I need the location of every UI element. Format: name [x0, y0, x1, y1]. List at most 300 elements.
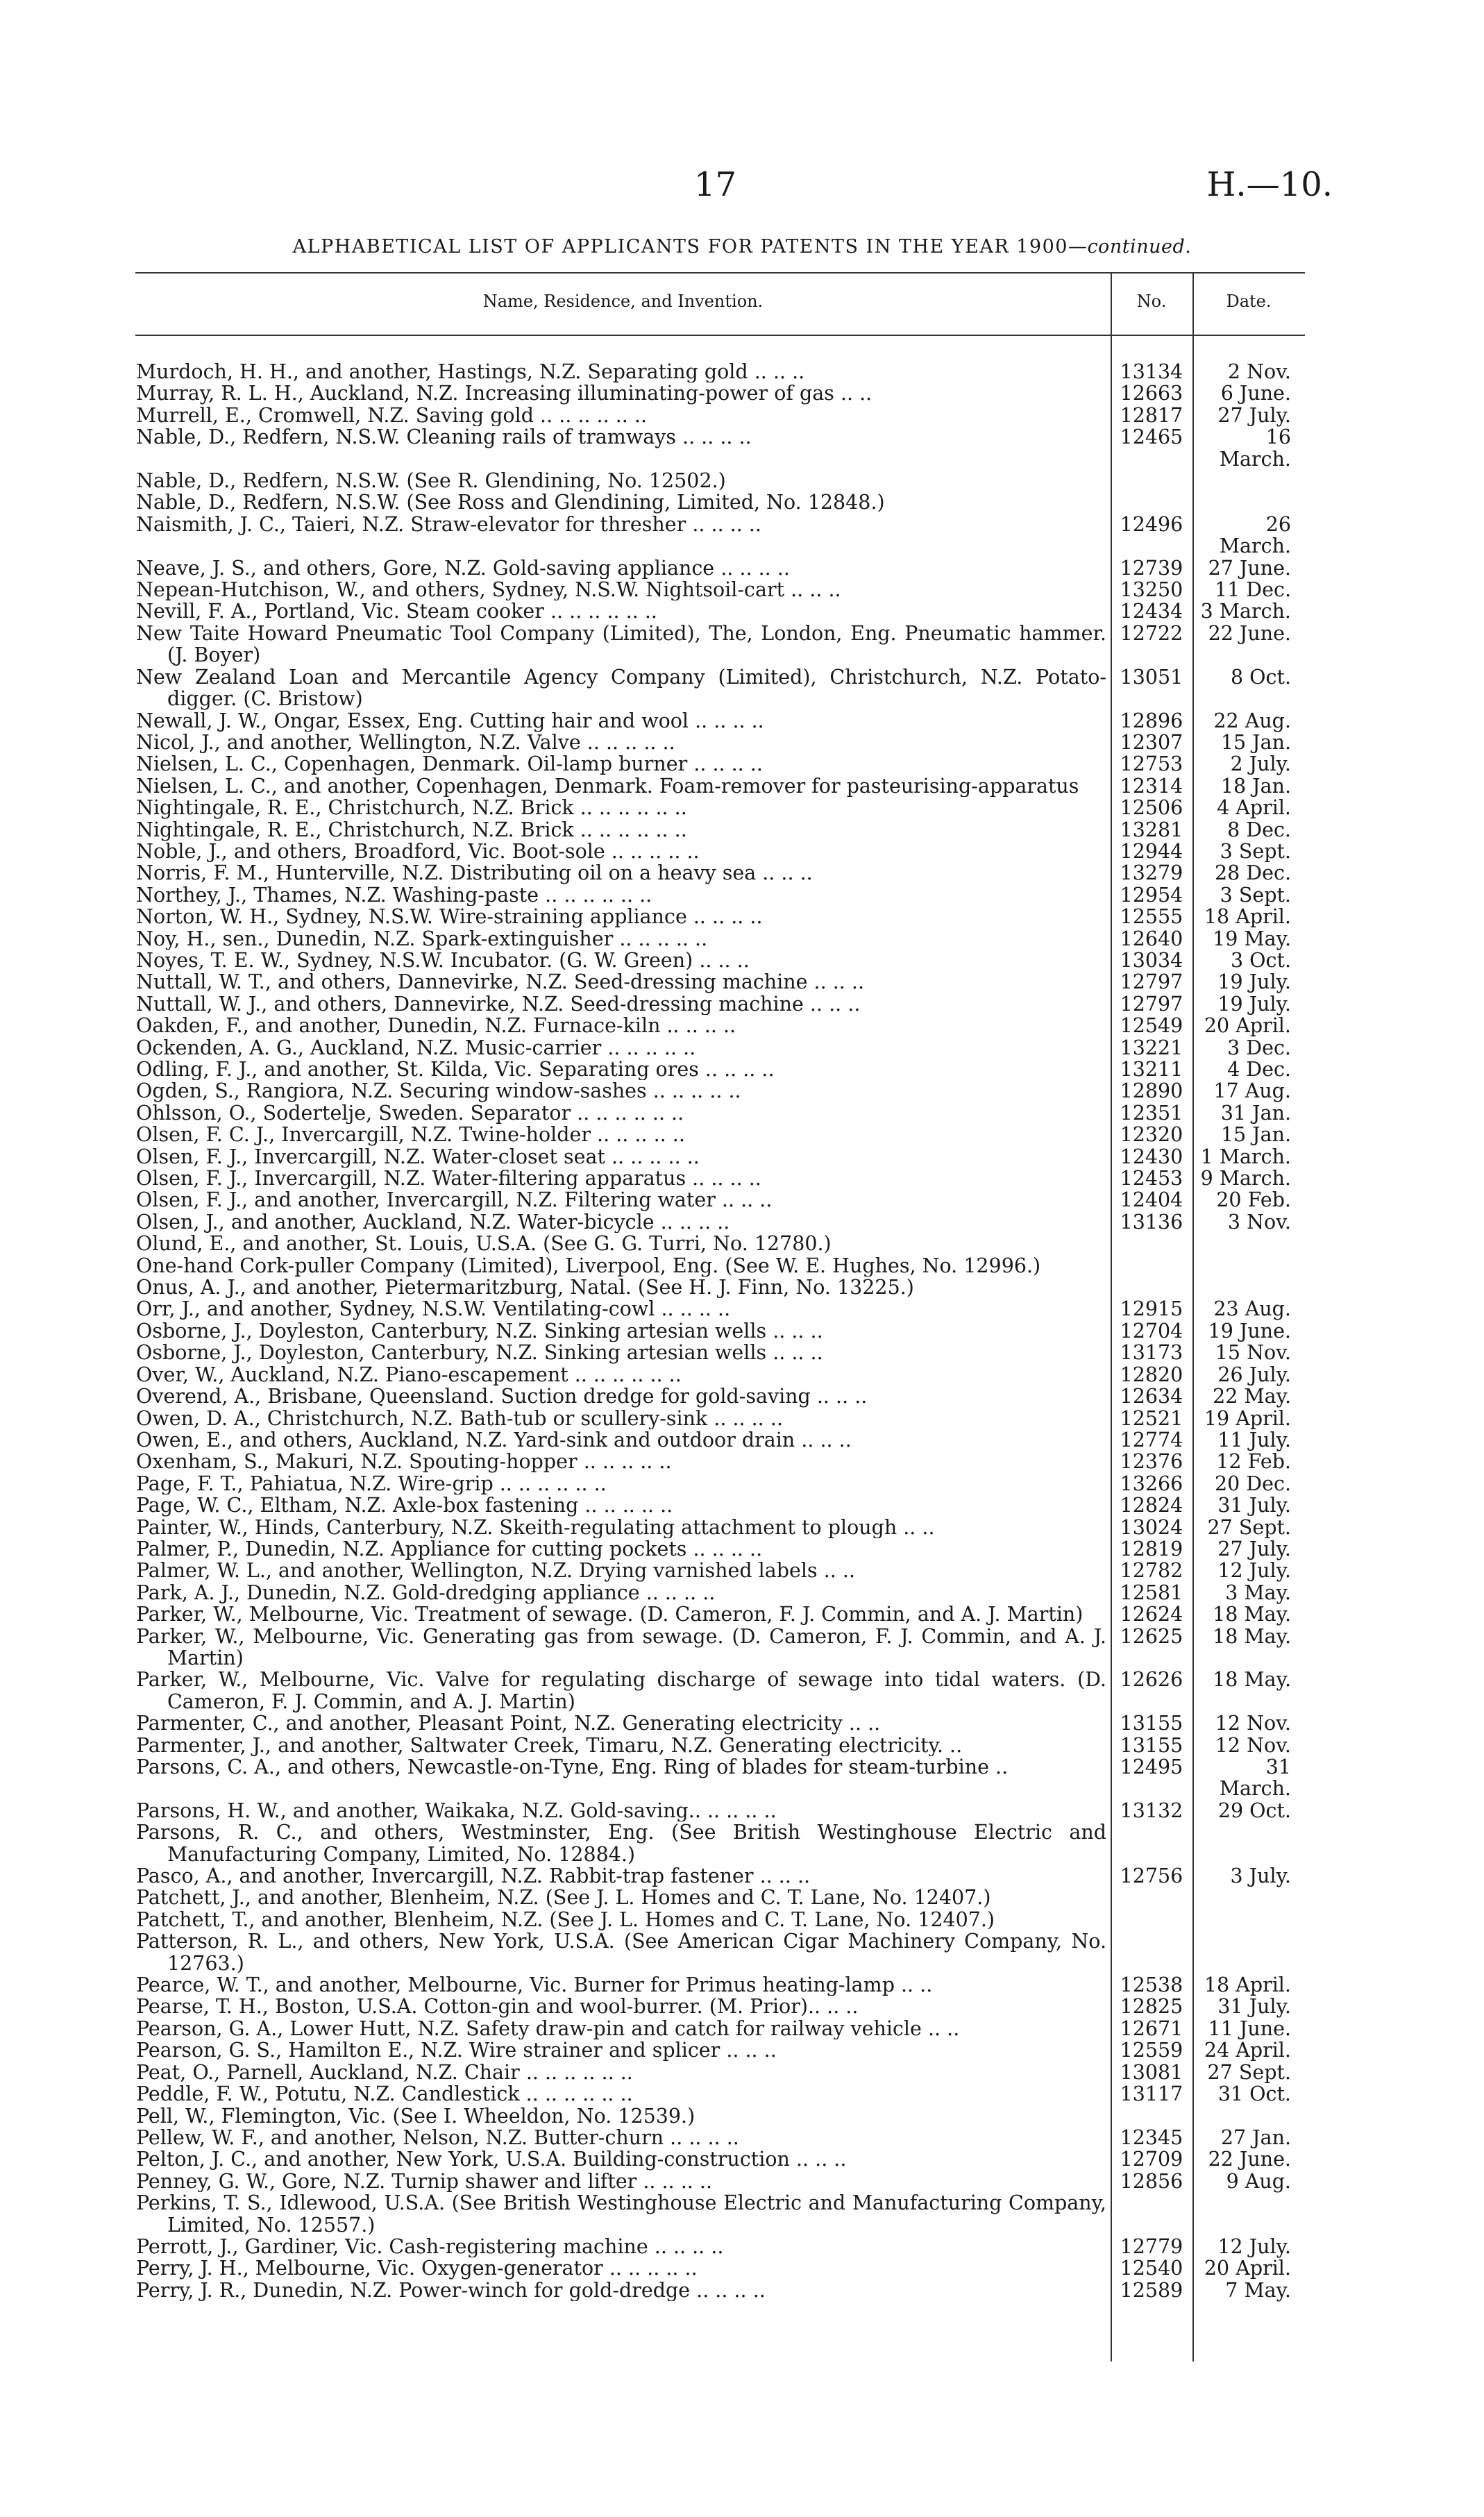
patent-number: 13279	[1120, 861, 1183, 885]
table-row	[135, 1865, 1305, 1887]
application-date: 18 May.	[1213, 1668, 1291, 1692]
application-date: 26 March.	[1219, 512, 1291, 558]
applicant-entry: Perkins, T. S., Idlewood, U.S.A. (See British Westinghouse Electric and Manufacturing Company, Limited, No. 12557.)	[136, 2192, 1106, 2236]
applicant-entry: New Taite Howard Pneumatic Tool Company (Limited), The, London, Eng. Pneumatic hammer. (J. Boyer)	[136, 622, 1106, 666]
patent-number: 12376	[1120, 1450, 1183, 1474]
patent-number: 12756	[1120, 1864, 1183, 1888]
patent-number: 12351	[1120, 1101, 1183, 1125]
applicant-entry: Olsen, F. J., Invercargill, N.Z. Water-closet seat .. .. .. .. ..	[136, 1145, 700, 1168]
application-date	[1192, 1233, 1305, 1254]
table-row	[135, 884, 1305, 906]
patent-number: 12430	[1120, 1145, 1183, 1168]
patent-number	[1111, 1821, 1192, 1865]
applicant-entry: Noyes, T. E. W., Sydney, N.S.W. Incubator. (G. W. Green) .. .. ..	[136, 949, 750, 972]
applicant-entry: Oakden, F., and another, Dunedin, N.Z. Furnace-kiln .. .. .. ..	[136, 1015, 736, 1037]
page-number: 17	[694, 165, 737, 204]
application-date: 2 July.	[1230, 752, 1291, 776]
applicant-entry: Murrell, E., Cromwell, N.Z. Saving gold .. .. .. .. .. ..	[136, 404, 648, 427]
applicant-entry: Penney, G. W., Gore, N.Z. Turnip shawer and lifter .. .. .. ..	[136, 2170, 713, 2193]
application-date	[1192, 1887, 1305, 1908]
applicant-entry: Orr, J., and another, Sydney, N.S.W. Ventilating-cowl .. .. .. ..	[136, 1298, 731, 1320]
applicant-entry: Murdoch, H. H., and another, Hastings, N.Z. Separating gold .. .. ..	[136, 361, 805, 383]
application-date	[1192, 2105, 1305, 2127]
applicant-entry: Parsons, R. C., and others, Westminster, Eng. (See British Westinghouse Electric and Manufacturing Company, Limited, No. 12884.)	[136, 1821, 1106, 1866]
applicant-entry: Naismith, J. C., Taieri, N.Z. Straw-elevator for thresher .. .. .. ..	[136, 513, 761, 536]
table-row	[135, 797, 1305, 818]
table-row	[135, 2236, 1305, 2257]
patent-number: 12890	[1120, 1079, 1183, 1103]
table-row	[135, 950, 1305, 971]
patent-number: 13024	[1120, 1515, 1183, 1539]
table-row	[135, 1996, 1305, 2017]
application-date: 26 July.	[1217, 1363, 1291, 1386]
patent-number: 12626	[1120, 1668, 1183, 1692]
applicant-entry: Perry, J. R., Dunedin, N.Z. Power-winch for gold-dredge .. .. .. ..	[136, 2279, 766, 2302]
applicant-entry: Olsen, F. C. J., Invercargill, N.Z. Twine-holder .. .. .. .. ..	[136, 1124, 685, 1146]
application-date: 15 Jan.	[1220, 1123, 1291, 1147]
application-date: 19 May.	[1213, 927, 1291, 950]
patent-number: 13132	[1120, 1799, 1183, 1822]
applicant-entry: Pearce, W. T., and another, Melbourne, Vic. Burner for Primus heating-lamp .. ..	[136, 1974, 933, 1996]
table-row	[135, 623, 1305, 666]
table-row	[135, 906, 1305, 927]
table-row	[135, 470, 1305, 491]
patent-number: 12496	[1120, 512, 1183, 536]
applicant-entry: Peat, O., Parnell, Auckland, N.Z. Chair .. .. .. .. .. ..	[136, 2061, 633, 2084]
table-row	[135, 1342, 1305, 1363]
application-date: 18 May.	[1213, 1624, 1291, 1648]
applicant-entry: Nuttall, W. T., and others, Dannevirke, N.Z. Seed-dressing machine .. .. ..	[136, 971, 865, 993]
table-row	[135, 928, 1305, 950]
patent-number: 12663	[1120, 382, 1183, 405]
patent-number: 12634	[1120, 1385, 1183, 1408]
table-row	[135, 361, 1305, 382]
applicant-entry: Oxenham, S., Makuri, N.Z. Spouting-hopper .. .. .. .. ..	[136, 1451, 672, 1473]
patent-number: 12739	[1120, 556, 1183, 580]
application-date: 3 Oct.	[1230, 948, 1291, 972]
table-row	[135, 2105, 1305, 2127]
applicant-entry: Olsen, F. J., and another, Invercargill, N.Z. Filtering water .. .. ..	[136, 1189, 773, 1211]
patent-number: 12709	[1120, 2148, 1183, 2171]
table-row	[135, 491, 1305, 513]
table-row	[135, 1974, 1305, 1996]
patent-number: 12825	[1120, 1995, 1183, 2019]
application-date: 20 Dec.	[1214, 1472, 1291, 1495]
patent-number: 12345	[1120, 2125, 1183, 2149]
patent-number: 13134	[1120, 360, 1183, 383]
applicant-entry: New Zealand Loan and Mercantile Agency Company (Limited), Christchurch, N.Z. Potato-digger. (C. Bristow)	[136, 666, 1106, 710]
table-row	[135, 1495, 1305, 1516]
table-row	[135, 1800, 1305, 1821]
applicant-entry: Osborne, J., Doyleston, Canterbury, N.Z. Sinking artesian wells .. .. ..	[136, 1320, 823, 1342]
table-row	[135, 2083, 1305, 2105]
application-date: 3 March.	[1200, 600, 1291, 623]
patent-number: 13221	[1120, 1036, 1183, 1059]
applicant-entry: Northey, J., Thames, N.Z. Washing-paste .. .. .. .. .. ..	[136, 884, 652, 907]
table-row	[135, 1712, 1305, 1734]
patent-number: 12671	[1120, 2017, 1183, 2040]
patent-number: 12555	[1120, 905, 1183, 929]
table-row	[135, 1582, 1305, 1603]
patent-number	[1111, 1887, 1192, 1908]
patent-number: 12521	[1120, 1406, 1183, 1430]
table-row	[135, 1037, 1305, 1059]
application-date: 2 Nov.	[1227, 360, 1291, 383]
table-row	[135, 1059, 1305, 1080]
table-row	[135, 993, 1305, 1015]
patent-number: 12320	[1120, 1123, 1183, 1147]
patent-number: 13081	[1120, 2060, 1183, 2084]
patent-number: 12779	[1120, 2234, 1183, 2258]
table-row	[135, 2018, 1305, 2039]
applicant-entry: Parker, W., Melbourne, Vic. Generating gas from sewage. (D. Cameron, F. J. Commin, and A. J. Martin)	[136, 1625, 1106, 1669]
patent-number: 12307	[1120, 730, 1183, 754]
application-date: 3 Sept.	[1220, 883, 1291, 907]
patent-number: 12797	[1120, 992, 1183, 1016]
applicant-entry: Noy, H., sen., Dunedin, N.Z. Spark-extinguisher .. .. .. .. ..	[136, 927, 708, 950]
application-date	[1192, 1821, 1305, 1865]
applicant-entry: Pelton, J. C., and another, New York, U.S.A. Building-construction .. .. ..	[136, 2148, 847, 2171]
patent-number: 12817	[1120, 403, 1183, 427]
patent-number: 13266	[1120, 1472, 1183, 1495]
table-row	[135, 666, 1305, 710]
application-date: 3 Dec.	[1227, 1036, 1291, 1059]
table-row	[135, 1473, 1305, 1495]
applicant-entry: Perry, J. H., Melbourne, Vic. Oxygen-generator .. .. .. .. ..	[136, 2257, 698, 2280]
patent-number: 12954	[1120, 883, 1183, 907]
patent-applicants-table	[135, 272, 1305, 2362]
table-row	[135, 1429, 1305, 1451]
applicant-entry: Parmenter, J., and another, Saltwater Creek, Timaru, N.Z. Generating electricity. ..	[136, 1734, 963, 1756]
patent-number: 12819	[1120, 1537, 1183, 1560]
applicant-entry: Ockenden, A. G., Auckland, N.Z. Music-carrier .. .. .. .. ..	[136, 1036, 696, 1059]
applicant-entry: Nable, D., Redfern, N.S.W. (See Ross and Glendining, Limited, No. 12848.)	[136, 491, 885, 514]
applicant-entry: Neave, J. S., and others, Gore, N.Z. Gold-saving appliance .. .. .. ..	[136, 557, 790, 580]
table-row	[135, 1603, 1305, 1625]
application-date: 3 Sept.	[1220, 839, 1291, 863]
applicant-entry: Olsen, F. J., Invercargill, N.Z. Water-filtering apparatus .. .. .. ..	[136, 1168, 761, 1190]
patent-number: 13051	[1120, 665, 1183, 689]
applicant-entry: Parker, W., Melbourne, Vic. Treatment of sewage. (D. Cameron, F. J. Commin, and A. J. Martin)	[136, 1603, 1084, 1626]
table-row	[135, 2171, 1305, 2192]
application-date: 4 Dec.	[1227, 1058, 1291, 1081]
table-row	[135, 1887, 1305, 1908]
table-row	[135, 1320, 1305, 1342]
applicant-entry: Palmer, W. L., and another, Wellington, N.Z. Drying varnished labels .. ..	[136, 1560, 855, 1582]
application-date	[1192, 470, 1305, 491]
table-row	[135, 426, 1305, 470]
application-date	[1192, 1930, 1305, 1974]
document-code: H.—10.	[1206, 165, 1333, 204]
applicant-entry: Nightingale, R. E., Christchurch, N.Z. Brick .. .. .. .. .. ..	[136, 797, 687, 819]
application-date: 18 May.	[1213, 1603, 1291, 1626]
application-date: 27 Jan.	[1220, 2125, 1291, 2149]
applicant-entry: Murray, R. L. H., Auckland, N.Z. Increasing illuminating-power of gas .. ..	[136, 382, 872, 405]
applicant-entry: Pearson, G. S., Hamilton E., N.Z. Wire strainer and splicer .. .. ..	[136, 2039, 777, 2062]
applicant-entry: Palmer, P., Dunedin, N.Z. Appliance for cutting pockets .. .. .. ..	[136, 1538, 763, 1560]
patent-number	[1111, 2192, 1192, 2236]
column-header-date: Date.	[1226, 292, 1272, 311]
applicant-entry: Parmenter, C., and another, Pleasant Point, N.Z. Generating electricity .. ..	[136, 1712, 881, 1735]
applicant-entry: Onus, A. J., and another, Pietermaritzburg, Natal. (See H. J. Finn, No. 13225.)	[136, 1277, 914, 1299]
table-row	[135, 1015, 1305, 1036]
patent-number: 13117	[1120, 2082, 1183, 2106]
applicant-entry: Pasco, A., and another, Invercargill, N.Z. Rabbit-trap fastener .. .. ..	[136, 1865, 811, 1887]
list-title	[0, 236, 1484, 258]
table-row	[135, 1233, 1305, 1254]
application-date: 19 April.	[1204, 1406, 1291, 1430]
table-row	[135, 579, 1305, 600]
applicant-entry: Owen, E., and others, Auckland, N.Z. Yard-sink and outdoor drain .. .. ..	[136, 1429, 852, 1451]
applicant-entry: Page, W. C., Eltham, N.Z. Axle-box fastening .. .. .. .. ..	[136, 1495, 673, 1517]
applicant-entry: Pearson, G. A., Lower Hutt, N.Z. Safety draw-pin and catch for railway vehicle .. ..	[136, 2017, 960, 2040]
patent-number: 12824	[1120, 1494, 1183, 1517]
applicant-entry: Parker, W., Melbourne, Vic. Valve for regulating discharge of sewage into tidal waters. (D. Cameron, F. J. Commin, and A. J. Martin)	[136, 1669, 1106, 1713]
applicant-entry: Nightingale, R. E., Christchurch, N.Z. Brick .. .. .. .. .. ..	[136, 818, 687, 841]
table-body	[135, 361, 1305, 2301]
application-date: 11 June.	[1208, 2017, 1291, 2040]
table-row	[135, 1146, 1305, 1168]
patent-number: 12314	[1120, 774, 1183, 798]
application-date	[1192, 2192, 1305, 2236]
table-row	[135, 1080, 1305, 1102]
table-row	[135, 1821, 1305, 1865]
table-row	[135, 1756, 1305, 1800]
patent-number: 12896	[1120, 709, 1183, 732]
application-date: 12 Nov.	[1215, 1733, 1291, 1757]
table-row	[135, 1930, 1305, 1974]
application-date: 15 Jan.	[1220, 730, 1291, 754]
application-date: 15 Nov.	[1215, 1341, 1291, 1365]
table-row	[135, 862, 1305, 884]
applicant-entry: Park, A. J., Dunedin, N.Z. Gold-dredging appliance .. .. .. ..	[136, 1581, 716, 1604]
application-date: 20 April.	[1204, 2257, 1291, 2280]
application-date: 27 Sept.	[1207, 2060, 1291, 2084]
application-date: 18 April.	[1204, 905, 1291, 929]
patent-number: 13281	[1120, 818, 1183, 841]
application-date: 12 July.	[1217, 2234, 1291, 2258]
table-row	[135, 1669, 1305, 1712]
application-date: 9 March.	[1200, 1167, 1291, 1190]
patent-number: 12506	[1120, 796, 1183, 820]
patent-number: 12589	[1120, 2278, 1183, 2302]
application-date: 11 Dec.	[1214, 578, 1291, 602]
patent-number	[1111, 1255, 1192, 1277]
table-row	[135, 1298, 1305, 1320]
patent-number: 12774	[1120, 1428, 1183, 1451]
patent-number: 13250	[1120, 578, 1183, 602]
patent-number: 12820	[1120, 1363, 1183, 1386]
applicant-entry: Pearse, T. H., Boston, U.S.A. Cotton-gin and wool-burrer. (M. Prior).. .. ..	[136, 1996, 859, 2018]
table-row	[135, 1909, 1305, 1930]
table-row	[135, 2192, 1305, 2236]
application-date: 20 April.	[1204, 1014, 1291, 1038]
applicant-entry: Parsons, C. A., and others, Newcastle-on-Tyne, Eng. Ring of blades for steam-turbine ..	[136, 1756, 1009, 1778]
applicant-entry: Noble, J., and others, Broadford, Vic. Boot-sole .. .. .. .. ..	[136, 840, 700, 863]
applicant-entry: Nuttall, W. J., and others, Dannevirke, N.Z. Seed-dressing machine .. .. ..	[136, 993, 861, 1016]
patent-number: 12581	[1120, 1581, 1183, 1604]
application-date: 31 Jan.	[1220, 1101, 1291, 1125]
patent-number: 12704	[1120, 1319, 1183, 1342]
table-row	[135, 2280, 1305, 2301]
table-row	[135, 971, 1305, 993]
patent-number: 13155	[1120, 1733, 1183, 1757]
applicant-entry: Norris, F. M., Hunterville, N.Z. Distributing oil on a heavy sea .. .. ..	[136, 862, 813, 884]
application-date: 27 July.	[1217, 403, 1291, 427]
applicant-entry: Perrott, J., Gardiner, Vic. Cash-registering machine .. .. .. ..	[136, 2235, 724, 2258]
applicant-entry: Owen, D. A., Christchurch, N.Z. Bath-tub or scullery-sink .. .. .. ..	[136, 1407, 783, 1429]
applicant-entry: Overend, A., Brisbane, Queensland. Suction dredge for gold-saving .. .. ..	[136, 1386, 868, 1408]
table-row	[135, 2257, 1305, 2279]
applicant-entry: Parsons, H. W., and another, Waikaka, N.Z. Gold-saving.. .. .. .. ..	[136, 1799, 777, 1822]
patent-number: 12538	[1120, 1973, 1183, 1997]
applicant-entry: Olund, E., and another, St. Louis, U.S.A. (See G. G. Turri, No. 12780.)	[136, 1233, 832, 1255]
application-date: 17 Aug.	[1213, 1079, 1291, 1103]
patent-number: 13136	[1120, 1210, 1183, 1234]
application-date: 23 Aug.	[1213, 1297, 1291, 1321]
patent-number	[1111, 491, 1192, 513]
applicant-entry: Nepean-Hutchison, W., and others, Sydney, N.S.W. Nightsoil-cart .. .. ..	[136, 579, 841, 601]
applicant-entry: Peddle, F. W., Potutu, N.Z. Candlestick .. .. .. .. .. ..	[136, 2083, 633, 2105]
patent-number: 12753	[1120, 752, 1183, 776]
patent-number	[1111, 470, 1192, 491]
application-date: 8 Oct.	[1230, 665, 1291, 689]
table-row	[135, 1211, 1305, 1233]
application-date: 19 July.	[1217, 992, 1291, 1016]
applicant-entry: One-hand Cork-puller Company (Limited), Liverpool, Eng. (See W. E. Hughes, No. 12996.)	[136, 1254, 1041, 1277]
table-row	[135, 2148, 1305, 2170]
application-date: 22 June.	[1208, 2148, 1291, 2171]
patent-number: 13155	[1120, 1712, 1183, 1735]
application-date: 3 Nov.	[1227, 1210, 1291, 1234]
table-row	[135, 1560, 1305, 1581]
application-date: 12 Feb.	[1216, 1450, 1291, 1474]
applicant-entry: Nable, D., Redfern, N.S.W. (See R. Glendining, No. 12502.)	[136, 470, 726, 492]
application-date	[1192, 1255, 1305, 1277]
patent-number: 12495	[1120, 1756, 1183, 1778]
list-title-main: ALPHABETICAL LIST OF APPLICANTS FOR PATENTS IN THE YEAR 1900	[292, 236, 1068, 258]
table-row	[135, 405, 1305, 426]
patent-number: 12549	[1120, 1014, 1183, 1038]
table-row	[135, 1408, 1305, 1429]
patent-number: 12465	[1120, 426, 1183, 449]
applicant-entry: Patchett, T., and another, Blenheim, N.Z. (See J. L. Homes and C. T. Lane, No. 12407.)	[136, 1908, 995, 1931]
application-date	[1192, 1277, 1305, 1298]
application-date: 22 June.	[1208, 621, 1291, 645]
table-row	[135, 1168, 1305, 1189]
application-date: 8 Dec.	[1227, 818, 1291, 841]
table-row	[135, 557, 1305, 579]
patent-number: 12722	[1120, 621, 1183, 645]
application-date: 24 April.	[1204, 2039, 1291, 2062]
column-header-name: Name, Residence, and Invention.	[482, 292, 764, 311]
table-row	[135, 1364, 1305, 1386]
column-header-no: No.	[1136, 292, 1167, 311]
applicant-entry: Nable, D., Redfern, N.S.W. Cleaning rails of tramways .. .. .. ..	[136, 426, 752, 449]
patent-number	[1111, 1930, 1192, 1974]
table-row	[135, 732, 1305, 753]
table-row	[135, 600, 1305, 622]
applicant-entry: Nielsen, L. C., and another, Copenhagen, Denmark. Foam-remover for pasteurising-apparatus	[136, 775, 1079, 798]
applicant-entry: Ogden, S., Rangiora, N.Z. Securing window-sashes .. .. .. .. ..	[136, 1080, 741, 1102]
application-date: 19 June.	[1208, 1319, 1291, 1342]
table-row	[135, 1735, 1305, 1756]
application-date: 9 Aug.	[1226, 2169, 1291, 2193]
application-date: 11 July.	[1217, 1428, 1291, 1451]
application-date: 27 Sept.	[1207, 1515, 1291, 1539]
patent-number: 12915	[1120, 1297, 1183, 1321]
table-row	[135, 1538, 1305, 1560]
application-date: 31 July.	[1217, 1995, 1291, 2019]
patent-number: 12624	[1120, 1603, 1183, 1626]
table-row	[135, 1517, 1305, 1538]
applicant-entry: Patchett, J., and another, Blenheim, N.Z. (See J. L. Homes and C. T. Lane, No. 12407.)	[136, 1887, 991, 1909]
applicant-entry: Norton, W. H., Sydney, N.S.W. Wire-straining appliance .. .. .. ..	[136, 906, 763, 928]
patent-number: 12640	[1120, 927, 1183, 950]
applicant-entry: Nicol, J., and another, Wellington, N.Z. Valve .. .. .. .. ..	[136, 731, 675, 754]
applicant-entry: Olsen, J., and another, Auckland, N.Z. Water-bicycle .. .. .. ..	[136, 1211, 730, 1234]
applicant-entry: Over, W., Auckland, N.Z. Piano-escapement .. .. .. .. .. ..	[136, 1363, 682, 1386]
applicant-entry: Painter, W., Hinds, Canterbury, N.Z. Skeith-regulating attachment to plough .. ..	[136, 1516, 935, 1538]
table-header-rule	[135, 335, 1305, 336]
table-row	[135, 1451, 1305, 1472]
patent-number: 12404	[1120, 1188, 1183, 1212]
patent-number: 12559	[1120, 2039, 1183, 2062]
application-date: 1 March.	[1200, 1145, 1291, 1168]
application-date: 22 Aug.	[1213, 709, 1291, 732]
patent-number: 13173	[1120, 1341, 1183, 1365]
application-date	[1192, 491, 1305, 513]
application-date: 12 Nov.	[1215, 1712, 1291, 1735]
patent-number: 12782	[1120, 1559, 1183, 1583]
patent-number: 12625	[1120, 1624, 1183, 1648]
table-row	[135, 1626, 1305, 1669]
applicant-entry: Newall, J. W., Ongar, Essex, Eng. Cutting hair and wool .. .. .. ..	[136, 709, 764, 732]
list-title-continued: —continued.	[1068, 236, 1192, 258]
application-date: 27 July.	[1217, 1537, 1291, 1560]
applicant-entry: Pell, W., Flemington, Vic. (See I. Wheeldon, No. 12539.)	[136, 2105, 695, 2127]
table-row	[135, 710, 1305, 732]
applicant-entry: Odling, F. J., and another, St. Kilda, Vic. Separating ores .. .. .. ..	[136, 1059, 775, 1081]
patent-number: 12453	[1120, 1167, 1183, 1190]
patent-number	[1111, 1233, 1192, 1254]
patent-number	[1111, 1909, 1192, 1930]
applicant-entry: Ohlsson, O., Sodertelje, Sweden. Separator .. .. .. .. .. ..	[136, 1102, 684, 1125]
table-row	[135, 1386, 1305, 1407]
application-date: 3 May.	[1225, 1581, 1291, 1604]
application-date: 29 Oct.	[1217, 1799, 1291, 1822]
applicant-entry: Patterson, R. L., and others, New York, U.S.A. (See American Cigar Machinery Company, No. 12763.)	[136, 1930, 1106, 1975]
patent-number	[1111, 2105, 1192, 2127]
application-date: 6 June.	[1220, 382, 1291, 405]
applicant-entry: Page, F. T., Pahiatua, N.Z. Wire-grip .. .. .. .. .. ..	[136, 1472, 607, 1495]
patent-number: 12856	[1120, 2169, 1183, 2193]
table-row	[135, 514, 1305, 557]
patent-number: 12797	[1120, 970, 1183, 994]
patent-number: 13211	[1120, 1058, 1183, 1081]
applicant-entry: Nevill, F. A., Portland, Vic. Steam cooker .. .. .. .. .. ..	[136, 600, 657, 623]
application-date: 3 July.	[1230, 1864, 1291, 1888]
patent-number: 12540	[1120, 2257, 1183, 2280]
application-date: 22 May.	[1213, 1385, 1291, 1408]
table-row	[135, 2127, 1305, 2148]
application-date: 31 Oct.	[1217, 2082, 1291, 2106]
table-row	[135, 753, 1305, 775]
application-date: 4 April.	[1217, 796, 1291, 820]
application-date: 31 July.	[1217, 1494, 1291, 1517]
patent-number	[1111, 1277, 1192, 1298]
application-date: 16 March.	[1219, 426, 1291, 471]
